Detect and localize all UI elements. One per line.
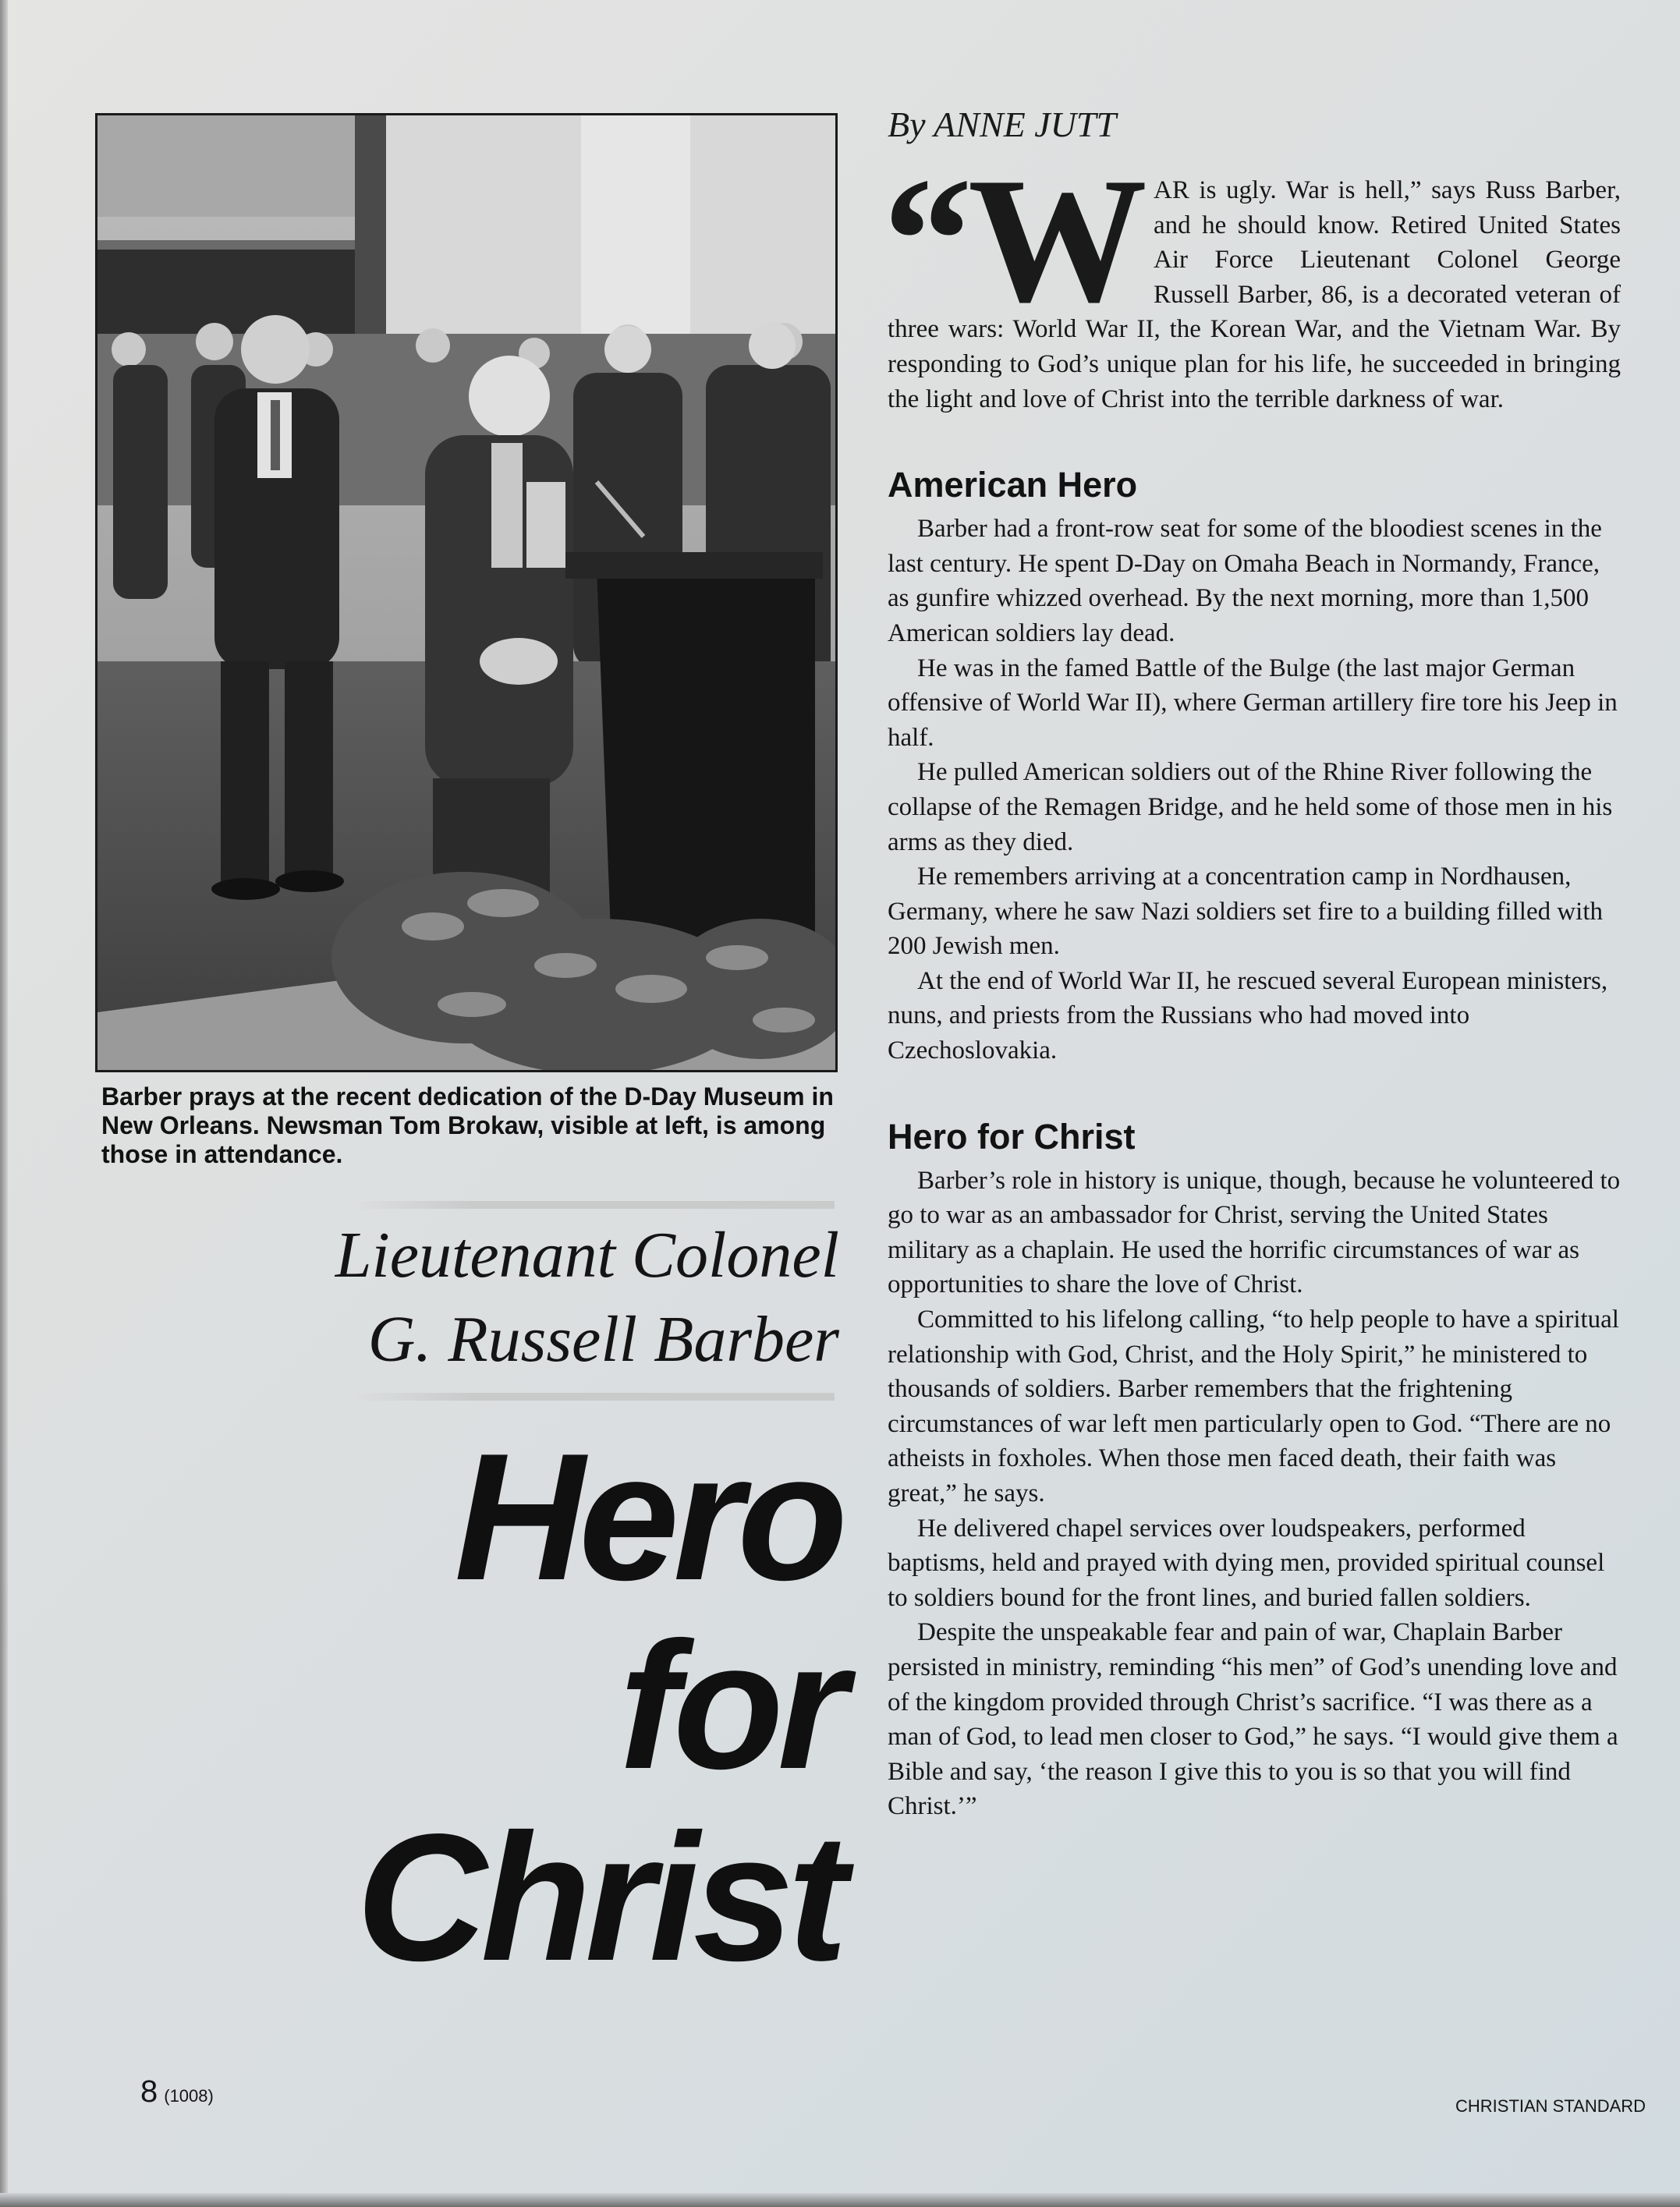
body-paragraph: He pulled American soldiers out of the Rhine River following the collapse of the Remagen Bridge, and he held some of those men in his arms as they died. (888, 758, 1613, 856)
page-edge-bottom (0, 2193, 1680, 2207)
body-paragraph: Barber’s role in history is unique, though, because he volunteered to go to war as an ambassador for Christ, serving the United States military as a chaplain. He used the horrific circumstances of war as opportunities to share the love of Christ. (888, 1166, 1621, 1299)
page-edge (0, 0, 8, 2207)
lead-paragraph (883, 140, 1621, 416)
page-number (140, 2074, 214, 2110)
body-paragraph: He was in the famed Battle of the Bulge (the last major German offensive of World War II), where German artillery fire tore his Jeep in half. (888, 654, 1618, 752)
drop-cap: “W (883, 140, 1143, 339)
page-number-main: 8 (140, 2074, 158, 2109)
page-number-sub: (1008) (164, 2086, 214, 2106)
body-paragraph: He remembers arriving at a concentration camp in Nordhausen, Germany, where he saw Nazi soldiers set fire to a building filled with 200 Jewish men. (888, 863, 1604, 961)
byline: By ANNE JUTT (888, 105, 1117, 144)
title-kicker-line2: G. Russell Barber (367, 1303, 839, 1376)
headline-line2: for (618, 1605, 842, 1807)
title-rule-bottom (351, 1393, 835, 1401)
title-rule-top (351, 1201, 835, 1209)
title-kicker-line1: Lieutenant Colonel (335, 1219, 839, 1291)
article-body (883, 140, 1621, 1824)
body-paragraph: Committed to his lifelong calling, “to help people to have a spiritual relationship with God, Christ, and the Holy Spirit,” he ministered to thousands of soldiers. Barber remembers that the frightening circumstances of war left men particularly open to God. “There are no atheists in foxholes. When those men faced death, their faith was great,” he says. (888, 1305, 1619, 1507)
body-paragraph: Despite the unspeakable fear and pain of war, Chaplain Barber persisted in ministry, reminding “his men” of God’s unending love and of the kingdom provided through Christ’s sacrifice. “I was there as a man of God, to lead men closer to God,” he says. “I would give them a Bible and say, ‘the reason I give this to you is so that you will find Christ.’” (888, 1618, 1618, 1821)
body-paragraph: At the end of World War II, he rescued several European ministers, nuns, and priests from the Russians who had moved into Czechoslovakia. (888, 966, 1608, 1065)
article-photo (95, 113, 838, 1072)
photo-caption: Barber prays at the recent dedication of the D-Day Museum in New Orleans. Newsman Tom Brokaw, visible at left, is among those in attendance. (101, 1082, 834, 1168)
section-heading-hero-for-christ: Hero for Christ (888, 1116, 1136, 1157)
section-heading-american-hero: American Hero (888, 465, 1138, 505)
headline-line3: Christ (356, 1797, 842, 1999)
body-paragraph: He delivered chapel services over loudspeakers, performed baptisms, held and prayed with dying men, provided spiritual counsel to soldiers bound for the front lines, and buried fallen soldiers. (888, 1514, 1605, 1612)
body-paragraph: Barber had a front-row seat for some of the bloodiest scenes in the last century. He spent D-Day on Omaha Beach in Normandy, France, as gunfire whizzed overhead. By the next morning, more than 1,500 American soldiers lay dead. (888, 515, 1602, 647)
publication-name: CHRISTIAN STANDARD (1455, 2096, 1646, 2116)
lead-text: AR is ugly. War is hell,” says Russ Barber, and he should know. Retired United States Air Force Lieutenant Colonel George Russell Barber, 86, is a decorated veteran of three wars: World War II, the Korean War, and the Vietnam War. By responding to God’s unique plan for his life, he succeeded in bringing the light and love of Christ into the terrible darkness of war. (888, 176, 1621, 413)
photo-illustration (97, 115, 835, 1070)
headline-line1: Hero (454, 1416, 842, 1618)
